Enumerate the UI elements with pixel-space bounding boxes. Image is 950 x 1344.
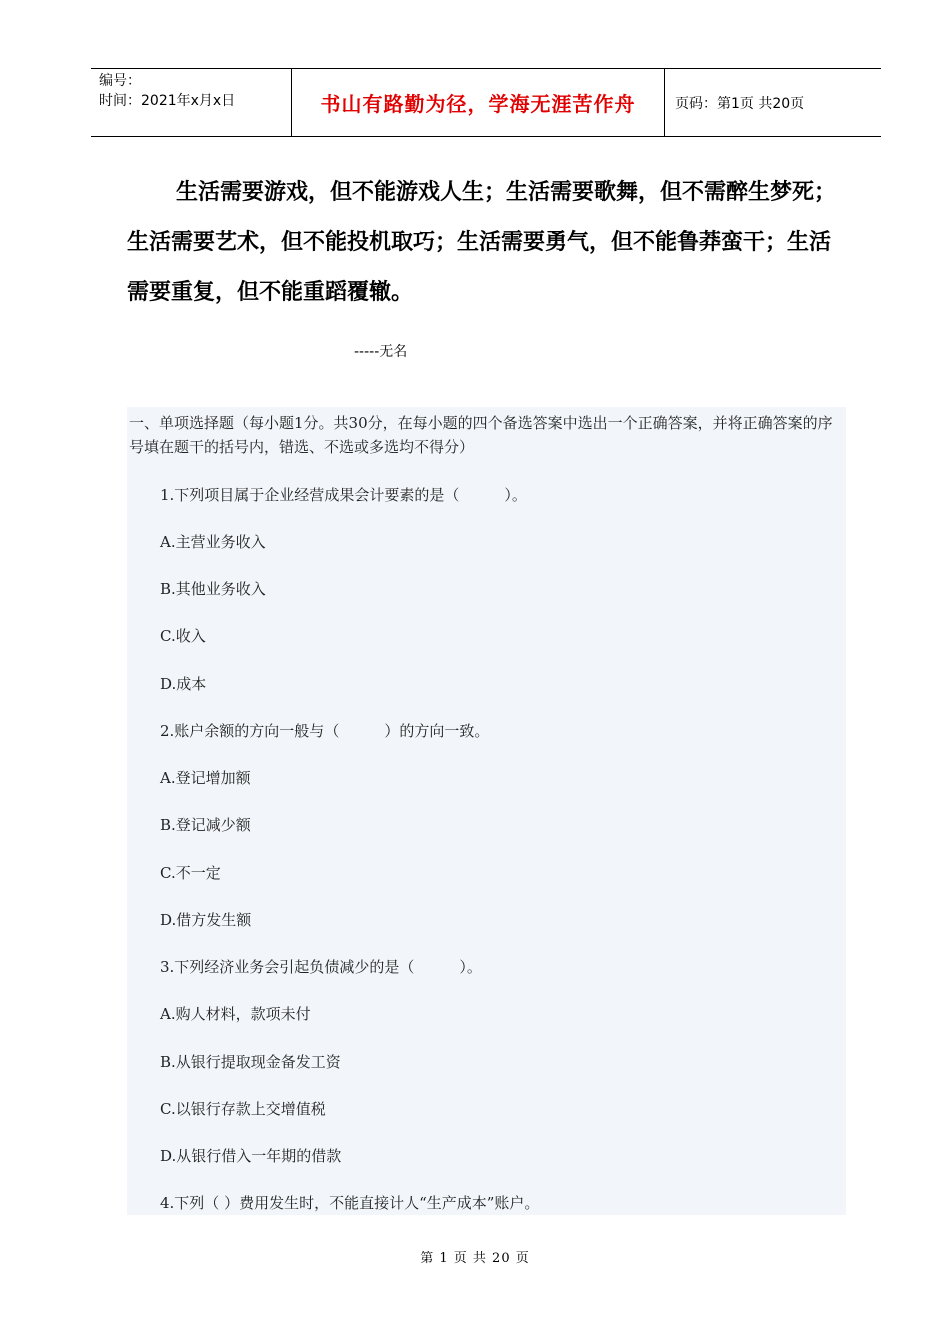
option-line: C.以银行存款上交增值税 [160,1100,326,1118]
option-line: B.从银行提取现金备发工资 [160,1053,341,1071]
time-label: 时间：2021年x月x日 [99,93,236,109]
option-line: D.成本 [160,675,207,693]
header-meta [91,69,292,136]
section-instructions: 一、单项选择题（每小题1分。共30分，在每小题的四个备选答案中选出一个正确答案，并将正确答案的序号填在题干的括号内，错选、不选或多选均不得分） [129,414,833,456]
option-line: A.登记增加额 [160,769,251,787]
option-line: B.登记减少额 [160,816,251,834]
quote-author: -----无名 [354,344,408,360]
option-line: B.其他业务收入 [160,580,266,598]
header-motto: 书山有路勤为径，学海无涯苦作舟 [292,69,665,136]
header-page-label: 页码：第1页 共20页 [675,95,805,112]
option-line: A.购人材料，款项未付 [160,1005,311,1023]
option-line: D.借方发生额 [160,911,252,929]
option-line: C.收入 [160,627,206,645]
number-label: 编号： [99,73,141,89]
page-footer: 第 1 页 共 20 页 [420,1251,530,1266]
option-line: C.不一定 [160,864,221,882]
question-line: 3.下列经济业务会引起负债减少的是（ ）。 [160,958,482,976]
page-header [91,68,881,137]
option-line: D.从银行借入一年期的借款 [160,1147,342,1165]
question-line: 2.账户余额的方向一般与（ ）的方向一致。 [160,722,490,740]
option-line: A.主营业务收入 [160,533,266,551]
question-line: 1.下列项目属于企业经营成果会计要素的是（ ）。 [160,486,527,504]
quote-text: 生活需要游戏，但不能游戏人生；生活需要歌舞，但不需醉生梦死；生活需要艺术，但不能投机取巧；生活需要勇气，但不能鲁莽蛮干；生活需要重复，但不能重蹈覆辙。 [127,180,837,305]
exam-section [127,407,846,1215]
question-line: 4.下列（ ）费用发生时，不能直接计人“生产成本”账户。 [160,1194,540,1212]
